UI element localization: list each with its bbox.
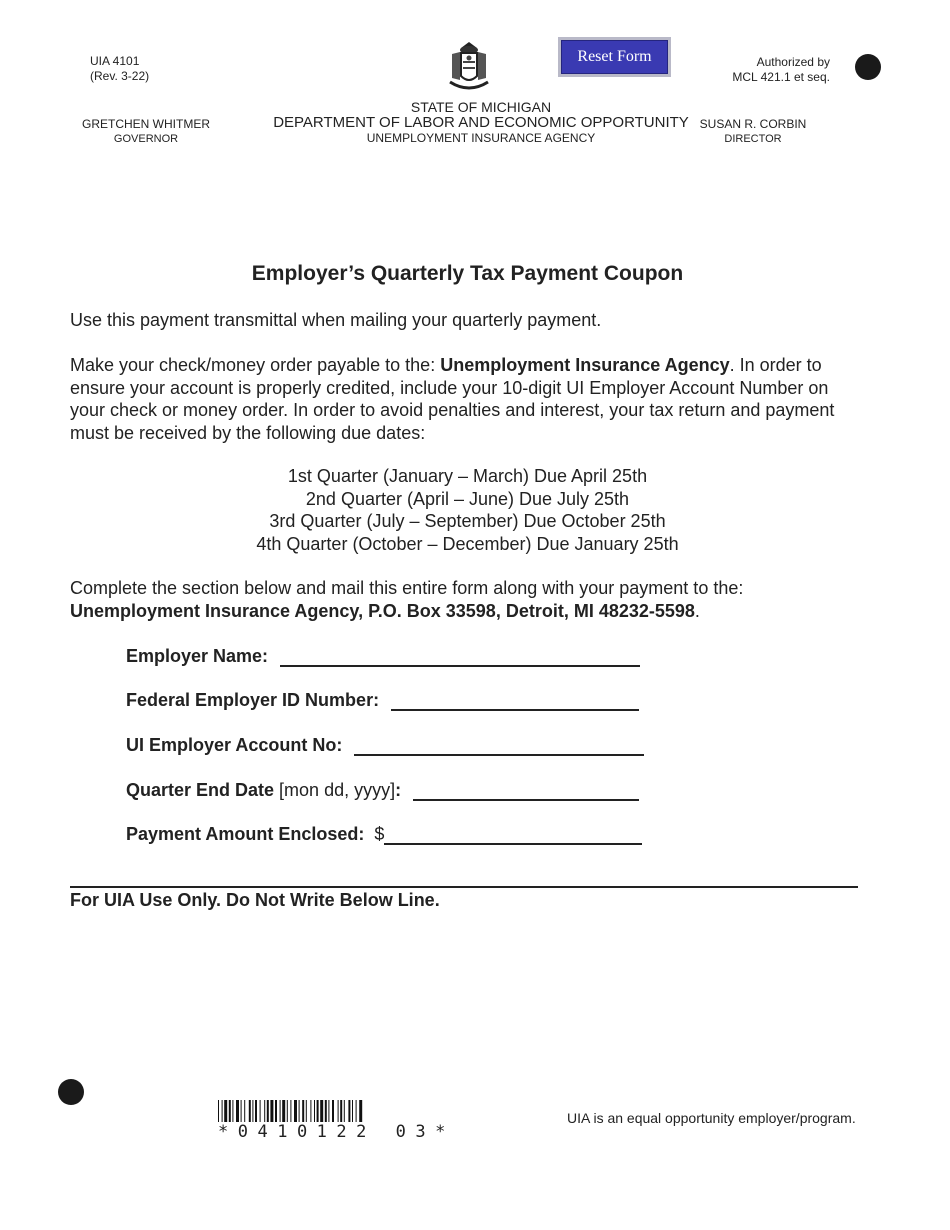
fein-input[interactable] bbox=[391, 689, 639, 711]
mail-address: Unemployment Insurance Agency, P.O. Box 33598, Detroit, MI 48232-5598 bbox=[70, 600, 695, 621]
director-name: SUSAN R. CORBIN bbox=[699, 117, 807, 131]
payable-prefix: Make your check/money order payable to the: bbox=[70, 355, 441, 375]
quarter-end-hint: [mon dd, yyyy] bbox=[274, 780, 396, 800]
quarter-end-label-bold: Quarter End Date bbox=[126, 780, 275, 800]
fein-field bbox=[126, 689, 639, 711]
department-name: DEPARTMENT OF LABOR AND ECONOMIC OPPORTUNITY bbox=[273, 114, 689, 131]
quarter-end-colon: : bbox=[395, 780, 402, 800]
employer-name-label: Employer Name: bbox=[126, 646, 269, 666]
registration-mark-bottom bbox=[58, 1079, 84, 1105]
mail-period: . bbox=[694, 600, 700, 621]
payment-amount-label: Payment Amount Enclosed: bbox=[126, 824, 365, 844]
authority-citation: MCL 421.1 et seq. bbox=[732, 70, 830, 84]
quarter-end-field bbox=[126, 779, 639, 801]
employer-name-field bbox=[126, 645, 640, 667]
governor-title: GOVERNOR bbox=[113, 133, 179, 145]
barcode-number: *0410122 03* bbox=[218, 1122, 455, 1142]
governor-block bbox=[76, 117, 216, 147]
form-id bbox=[90, 54, 149, 84]
director-block bbox=[688, 117, 818, 147]
director-title: DIRECTOR bbox=[724, 133, 782, 145]
quarter-item: 3rd Quarter (July – September) Due October 25th bbox=[269, 511, 666, 531]
fein-label: Federal Employer ID Number: bbox=[126, 690, 380, 710]
michigan-seal-icon bbox=[444, 40, 494, 92]
payment-amount-field bbox=[126, 823, 642, 845]
registration-mark-top bbox=[855, 54, 881, 80]
authority-block bbox=[700, 55, 830, 85]
divider-line bbox=[70, 886, 858, 888]
mail-line: Complete the section below and mail this entire form along with your payment to the: bbox=[70, 578, 744, 598]
payment-amount-input[interactable] bbox=[384, 823, 642, 845]
employer-name-input[interactable] bbox=[280, 645, 640, 667]
payable-paragraph bbox=[70, 354, 865, 444]
uia-use-only: For UIA Use Only. Do Not Write Below Line. bbox=[70, 890, 440, 910]
payable-suffix: . In order to ensure your account is properly credited, include your 10-digit UI Employer Account Number on your check or money order. In order to avoid penalties and interest, your tax return and payment must be received by the following due dates: bbox=[70, 355, 835, 443]
eeo-statement: UIA is an equal opportunity employer/program. bbox=[567, 1110, 856, 1126]
quarter-end-input[interactable] bbox=[413, 779, 639, 801]
quarter-end-label bbox=[126, 780, 401, 801]
agency-header bbox=[250, 99, 712, 146]
governor-name: GRETCHEN WHITMER bbox=[82, 117, 210, 131]
form-number: UIA 4101 bbox=[90, 54, 140, 68]
quarter-item: 1st Quarter (January – March) Due April 25th bbox=[287, 466, 648, 486]
ui-account-input[interactable] bbox=[354, 734, 644, 756]
state-name: STATE OF MICHIGAN bbox=[410, 99, 552, 115]
ui-account-label: UI Employer Account No: bbox=[126, 735, 343, 755]
due-dates-list bbox=[0, 465, 935, 555]
form-revision: (Rev. 3-22) bbox=[90, 69, 150, 83]
authorized-by: Authorized by bbox=[756, 55, 830, 69]
payable-agency: Unemployment Insurance Agency bbox=[440, 355, 730, 375]
quarter-item: 2nd Quarter (April – June) Due July 25th bbox=[305, 488, 630, 509]
quarter-item: 4th Quarter (October – December) Due January 25th bbox=[256, 533, 679, 554]
reset-form-button[interactable]: Reset Form bbox=[558, 37, 671, 77]
barcode-icon bbox=[218, 1100, 492, 1124]
agency-name: UNEMPLOYMENT INSURANCE AGENCY bbox=[366, 131, 596, 145]
ui-account-field bbox=[126, 734, 644, 756]
currency-symbol: $ bbox=[374, 824, 385, 844]
intro-text: Use this payment transmittal when mailing your quarterly payment. bbox=[70, 310, 602, 330]
mail-instructions bbox=[70, 577, 890, 622]
page-title: Employer’s Quarterly Tax Payment Coupon bbox=[251, 262, 684, 285]
